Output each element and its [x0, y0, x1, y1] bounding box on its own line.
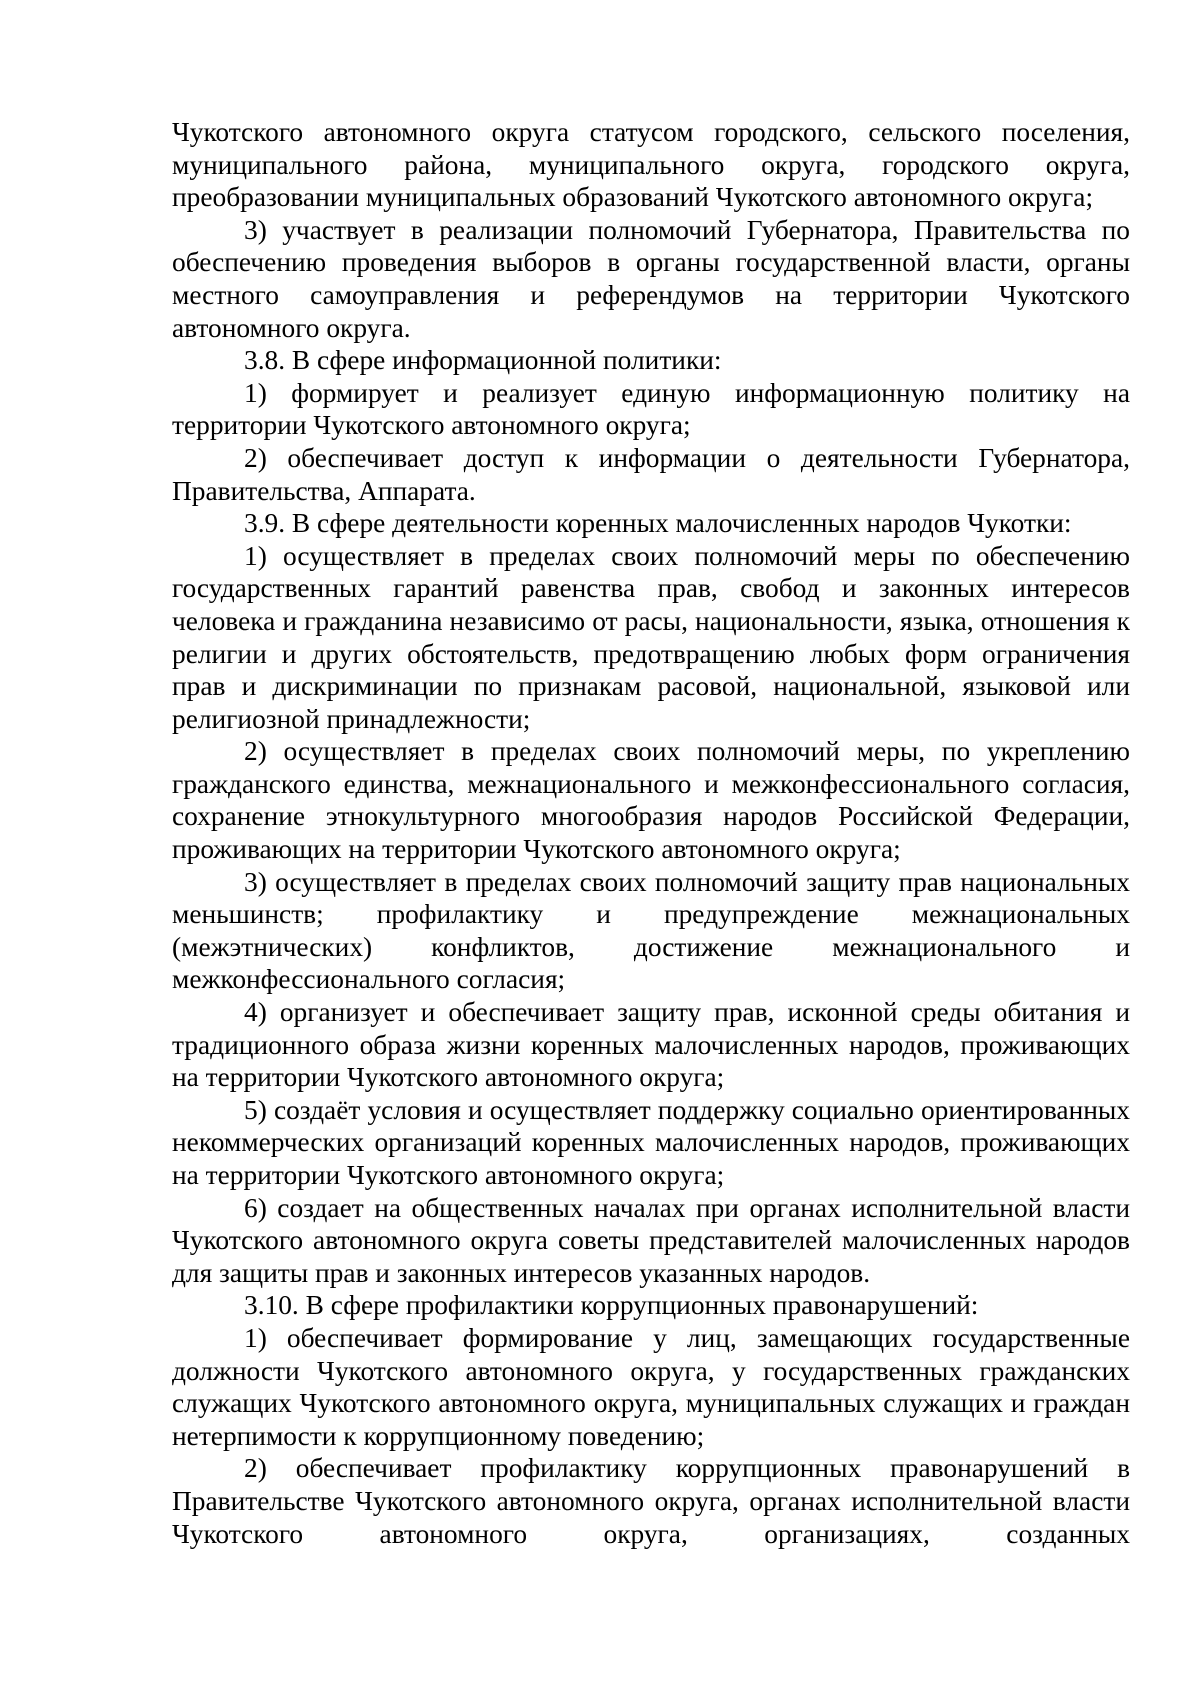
section-heading-3-8: 3.8. В сфере информационной политики: [244, 345, 722, 376]
section-heading-3-10: 3.10. В сфере профилактики коррупционных правонарушений: [244, 1290, 979, 1321]
document-page [172, 116, 1130, 1550]
paragraph-3-9-item-4: 4) организует и обеспечивает защиту прав, исконной среды обитания и традиционного образа жизни коренных малочисленных народов, проживающих на территории Чукотского автономного округа; [172, 997, 1130, 1093]
paragraph-3-8-item-1: 1) формирует и реализует единую информационную политику на территории Чукотского автономного округа; [172, 377, 1130, 441]
paragraph-item-3: 3) участвует в реализации полномочий Губернатора, Правительства по обеспечению проведения выборов в органы государственной власти, органы местного самоуправления и референдумов на территории Чукотского автономного округа. [172, 214, 1130, 343]
paragraph-3-9-item-1: 1) осуществляет в пределах своих полномочий меры по обеспечению государственных гарантий равенства прав, свобод и законных интересов человека и гражданина независимо от расы, национальности, языка, отношения к религии и других обстоятельств, предотвращению любых форм ограничения прав и дискриминации по признакам расовой, национальной, языковой или религиозной принадлежности; [172, 540, 1130, 734]
paragraph-3-9-item-5: 5) создаёт условия и осуществляет поддержку социально ориентированных некоммерческих организаций коренных малочисленных народов, проживающих на территории Чукотского автономного округа; [172, 1094, 1130, 1190]
paragraph-3-9-item-6: 6) создает на общественных началах при органах исполнительной власти Чукотского автономного округа советы представителей малочисленных народов для защиты прав и законных интересов указанных народов. [172, 1192, 1130, 1288]
paragraph-continuation: Чукотского автономного округа статусом городского, сельского поселения, муниципального района, муниципального округа, городского округа, преобразовании муниципальных образований Чукотского автономного округа; [172, 117, 1130, 213]
paragraph-3-10-item-2: 2) обеспечивает профилактику коррупционных правонарушений в Правительстве Чукотского автономного округа, органах исполнительной власти Чукотского автономного округа, организациях, созданных [172, 1453, 1130, 1549]
paragraph-3-8-item-2: 2) обеспечивает доступ к информации о деятельности Губернатора, Правительства, Аппарата. [172, 442, 1130, 506]
paragraph-3-9-item-2: 2) осуществляет в пределах своих полномочий меры, по укреплению гражданского единства, межнационального и межконфессионального согласия, сохранение этнокультурного многообразия народов Российской Федерации, проживающих на территории Чукотского автономного округа; [172, 736, 1130, 865]
paragraph-3-9-item-3: 3) осуществляет в пределах своих полномочий защиту прав национальных меньшинств; профилактику и предупреждение межнациональных (межэтнических) конфликтов, достижение межнационального и межконфессионального согласия; [172, 866, 1130, 995]
section-heading-3-9: 3.9. В сфере деятельности коренных малочисленных народов Чукотки: [244, 508, 1072, 539]
paragraph-3-10-item-1: 1) обеспечивает формирование у лиц, замещающих государственные должности Чукотского автономного округа, у государственных гражданских служащих Чукотского автономного округа, муниципальных служащих и граждан нетерпимости к коррупционному поведению; [172, 1322, 1130, 1451]
